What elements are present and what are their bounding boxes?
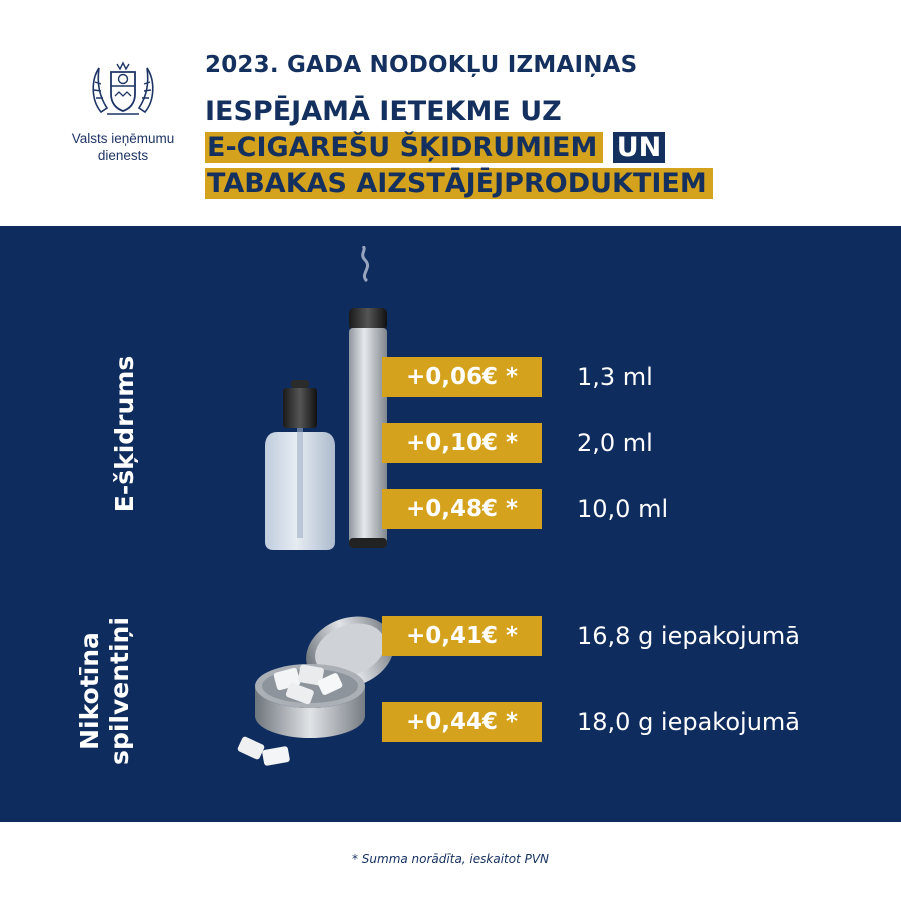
section-label-pouches — [75, 611, 135, 771]
pouches-label-line-1: Nikotīna — [75, 632, 104, 750]
logo-line-1: Valsts ieņēmumu — [71, 131, 175, 146]
amount-pouch-2: 18,0 g iepakojumā — [577, 708, 800, 736]
price-badge-pouch-2: +0,44€ * — [382, 702, 542, 742]
vapor-icon — [363, 246, 368, 281]
footnote: * Summa norādīta, ieskaitot PVN — [351, 852, 550, 866]
amount-liquid-3: 10,0 ml — [577, 495, 669, 523]
title-line-3: TABAKAS AIZSTĀJĒJPRODUKTIEM — [205, 168, 713, 199]
title-un: UN — [613, 132, 666, 163]
bottle-cap — [283, 388, 317, 428]
logo-line-2: dienests — [97, 148, 149, 163]
ecig-mouthpiece — [349, 308, 387, 330]
amount-pouch-1: 16,8 g iepakojumā — [577, 622, 800, 650]
price-badge-liquid-1: +0,06€ * — [382, 357, 542, 397]
price-badge-liquid-2: +0,10€ * — [382, 423, 542, 463]
nicotine-pouch-tin-illustration — [235, 606, 405, 781]
price-badge-liquid-3: +0,48€ * — [382, 489, 542, 529]
pouches-label-line-2: spilventiņi — [105, 617, 134, 765]
section-label-liquids: E-šķidrums — [110, 355, 139, 513]
amount-liquid-2: 2,0 ml — [577, 429, 653, 457]
pouch-icon — [237, 736, 266, 761]
header — [0, 0, 901, 226]
vid-logo — [58, 52, 188, 164]
amount-liquid-1: 1,3 ml — [577, 363, 653, 391]
info-panel — [0, 226, 901, 822]
page-title — [205, 94, 713, 202]
price-badge-pouch-1: +0,41€ * — [382, 616, 542, 656]
subtitle: 2023. GADA NODOKĻU IZMAIŅAS — [205, 52, 638, 78]
coat-of-arms-icon — [87, 52, 159, 124]
title-highlight: E-CIGAREŠU ŠĶIDRUMIEM — [205, 132, 603, 163]
title-line-1: IESPĒJAMĀ IETEKME UZ — [205, 96, 562, 127]
pouch-icon — [262, 746, 290, 766]
e-liquid-illustration — [255, 246, 395, 556]
